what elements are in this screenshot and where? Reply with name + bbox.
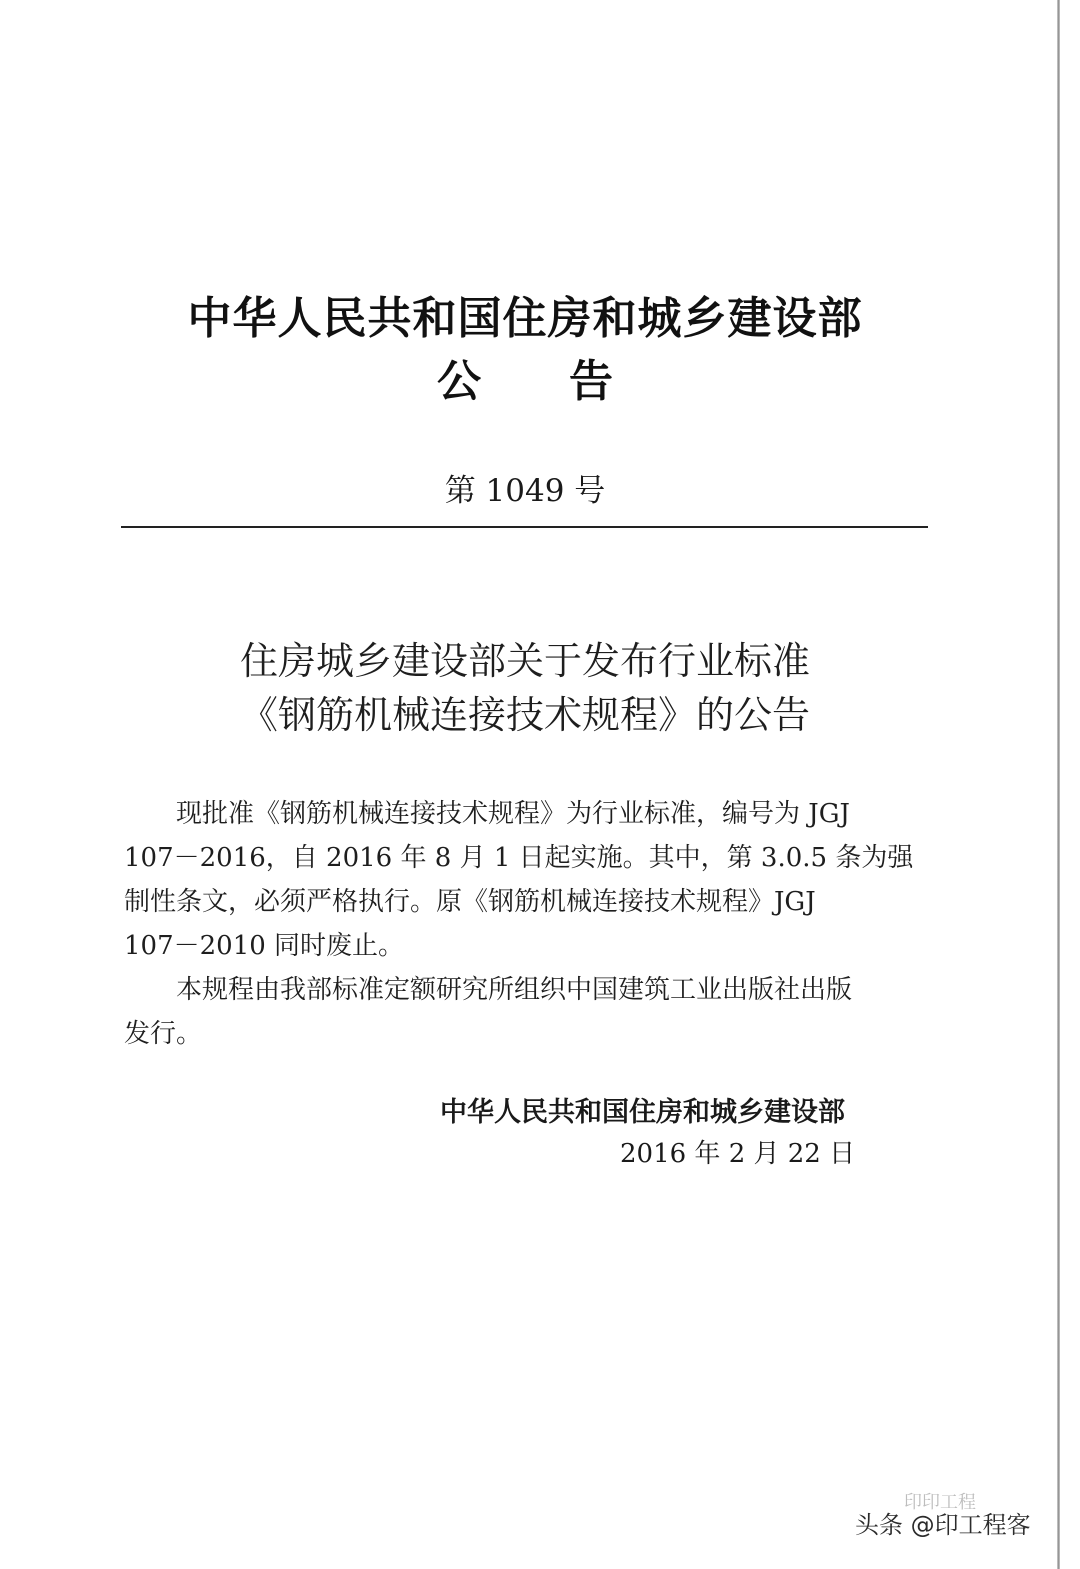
signature-organization: 中华人民共和国住房和城乡建设部 <box>440 1097 845 1128</box>
document-number: 第 1049 号 <box>444 473 606 509</box>
body-line: 发行。 <box>124 1019 203 1049</box>
ministry-header: 中华人民共和国住房和城乡建设部 <box>187 293 863 344</box>
subject-line-2: 《钢筋机械连接技术规程》的公告 <box>239 693 810 737</box>
source-watermark: 头条 @印工程客 <box>855 1511 1031 1539</box>
subject-line-1: 住房城乡建设部关于发布行业标准 <box>239 639 810 683</box>
page-edge <box>1057 0 1060 1569</box>
body-line: 现批准《钢筋机械连接技术规程》为行业标准，编号为 JGJ <box>176 799 850 829</box>
signature-date: 2016 年 2 月 22 日 <box>620 1139 856 1169</box>
header-rule <box>121 526 928 528</box>
faint-watermark: 印印工程 <box>904 1492 976 1513</box>
body-line: 107－2010 同时废止。 <box>124 931 405 961</box>
body-line: 制性条文，必须严格执行。原《钢筋机械连接技术规程》JGJ <box>124 887 816 917</box>
body-line: 本规程由我部标准定额研究所组织中国建筑工业出版社出版 <box>176 975 853 1005</box>
notice-title: 公告 <box>437 356 701 407</box>
body-line: 107－2016，自 2016 年 8 月 1 日起实施。其中，第 3.0.5 条为强 <box>124 843 914 873</box>
